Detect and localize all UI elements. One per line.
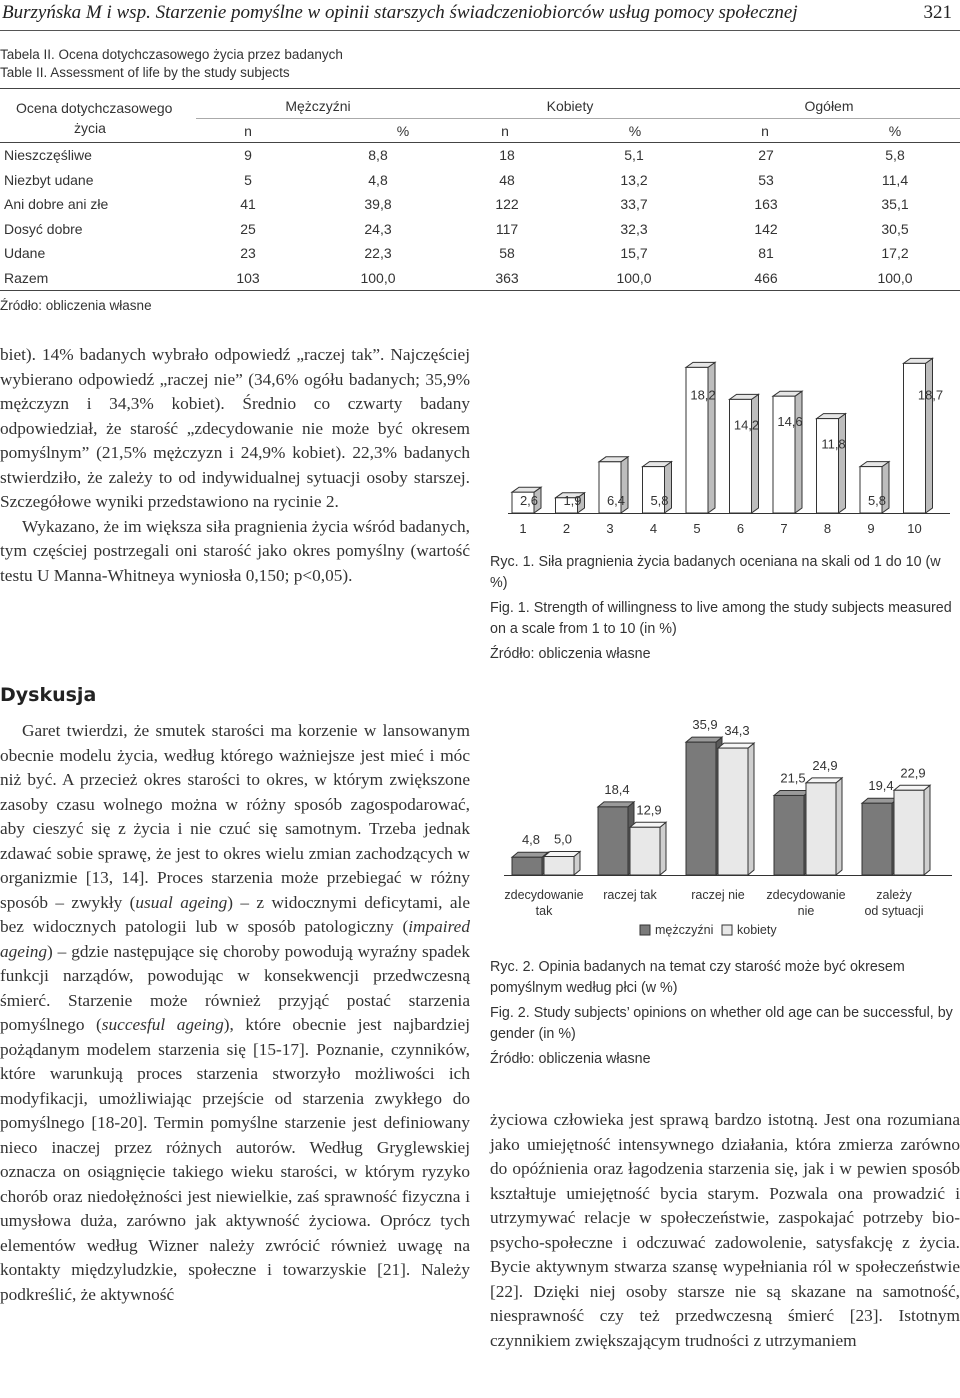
text-run: ), które obecnie jest najbardziej pożądanym modelem starzenia się [15-17]. Poznanie, czynników, które warunkują proces starzenia stworzyło możliwości ich modyfikacji, umożliwiając przejście od starzenia zwykłego do pomyślnego [18-20]. Termin pomyślne starzenie jest definiowany nieco inaczej przez różnych autorów. Według Gryglewskiej oznacza on osiągnięcie takiego wieku starości, w którym ryzyko chorób oraz niedołężności jest niewielkie, zaś sprawność fizyczna i umysłowa duża, zarówno jak aktywność życiowa. Oprócz tych elementów według Wizner należy zwrócić również uwagę na kontakty międzyludzkie, społeczne i towarzyskie [21]. Należy podkreślić, że aktywność <box>0 1015 471 1304</box>
tick-label: 9 <box>867 521 875 536</box>
paragraph: Wykazano, że im większa siła pragnienia życia wśród badanych, tym częściej postrzegali oni starość jako okres pomyślny (wartość testu U Manna-Whitneya wyniosła 0,150; p<0,05). <box>0 516 470 585</box>
table-cell: 11,4 <box>881 172 909 188</box>
text-run: ) – z widocznymi deficytami, ale bez widocznych patologii lub w sposób patologiczny ( <box>0 892 470 936</box>
data-label: 5,8 <box>867 493 887 508</box>
tick-label: 4 <box>649 521 658 536</box>
tick-label: zależy <box>876 888 912 902</box>
tick-label: 5 <box>693 521 701 536</box>
table-cell: 100,0 <box>616 270 652 286</box>
row-label: Ani dobre ani złe <box>4 196 109 212</box>
italic-term: succesful ageing <box>101 1015 224 1034</box>
table-cell: 117 <box>495 221 519 237</box>
figure-2-caption <box>490 957 960 1070</box>
table-cell: 23 <box>240 245 256 261</box>
bar-men <box>598 807 628 875</box>
data-label: 21,5 <box>780 770 806 786</box>
row-label: Razem <box>4 270 49 286</box>
table-cell: 58 <box>499 245 515 261</box>
table-cell: 48 <box>499 172 515 188</box>
left-text-top <box>0 343 470 588</box>
table-cell: 17,2 <box>881 245 909 261</box>
paragraph: życiowa człowieka jest sprawą bardzo istotną. Jest ona rozumiana jako umiejętność intensywnego działania, która zmierza zarówno do opóźnienia oraz łagodzenia starzenia się, jak i w pewien sposób kształtuje umiejętność bycia starym. Pozwala ona prowadzić i utrzymywać relacje w społeczeństwie, zaspokajać potrzeby bio-psycho-społeczne i odczuwać zadowolenie, satysfakcję z życia. Bycie aktywnym stwarza szansę wypełniania ról w społeczeństwie [22]. Dzięki niej osoby starsze nie są skazane na samotność, niesprawność czy też przedwczesną śmierć [23]. Istotnym czynnikiem zwiększającym trudności z utrzymaniem <box>490 1110 960 1350</box>
table-cell: 103 <box>236 270 260 286</box>
bar-men <box>686 742 716 875</box>
table-cell: 53 <box>758 172 774 188</box>
group-men: Mężczyźni <box>285 98 351 114</box>
table-top-rule <box>0 88 960 89</box>
figure-2-bar-chart <box>490 695 960 950</box>
table-cell: 22,3 <box>364 245 392 261</box>
right-text <box>490 1108 960 1353</box>
figure-1-bar-chart <box>490 335 960 545</box>
figure-2-source: Źródło: obliczenia własne <box>490 1051 651 1067</box>
section-heading-discussion: Dyskusja <box>0 684 97 706</box>
tick-label: 6 <box>736 521 745 536</box>
sub-n-total: n <box>761 123 769 139</box>
bar-women-top <box>544 852 580 857</box>
table-cell: 5 <box>244 172 252 188</box>
data-label: 22,9 <box>900 765 926 781</box>
bar-men-top <box>598 802 634 807</box>
bar-men-top <box>774 790 810 795</box>
data-label: 12,9 <box>636 802 662 818</box>
tick-label: zdecydowanie <box>766 888 846 902</box>
table-cell: 363 <box>495 270 519 286</box>
bar-women-side <box>836 778 842 875</box>
sub-pct-total: % <box>888 123 902 139</box>
table-cell: 4,8 <box>368 172 388 188</box>
text-run: ) – gdzie następujące się choroby powodują wyraźny spadek funkcji narządów, powodując w konsekwencji przedwczesną śmierć. Starzenie może również przyjąć postać starzenia pomyślnego ( <box>0 941 470 1034</box>
header-bottom-rule <box>0 142 960 143</box>
running-title: Burzyńska M i wsp. Starzenie pomyślne w opinii starszych świadczeniobiorców usług pomocy społecznej <box>2 2 798 23</box>
table-cell: 27 <box>758 147 774 163</box>
tick-label: 3 <box>606 521 614 536</box>
table-cell: 163 <box>754 196 778 212</box>
left-text-discussion <box>0 719 470 1307</box>
data-label: 18,2 <box>690 387 716 403</box>
row-label: Niezbyt udane <box>4 172 94 188</box>
tick-label: 7 <box>780 521 788 536</box>
table-caption-pl: Tabela II. Ocena dotychczasowego życia przez badanych <box>0 47 343 62</box>
italic-term: impaired ageing <box>0 917 470 961</box>
bar-men <box>774 795 804 875</box>
tick-label: 8 <box>823 521 832 536</box>
bar <box>817 419 839 513</box>
figure-1-caption-en: Fig. 1. Strength of willingness to live among the study subjects measured on a scale from 1 to 10 (in %) <box>490 600 952 637</box>
table-cell: 25 <box>240 221 256 237</box>
data-label: 34,3 <box>724 723 750 739</box>
bar-women <box>718 748 748 875</box>
tick-label: 2 <box>562 521 571 536</box>
table-cell: 32,3 <box>620 221 648 237</box>
data-label: 6,4 <box>606 493 626 508</box>
sub-pct-women: % <box>628 123 642 139</box>
table-cell: 81 <box>758 245 774 261</box>
bar-women <box>630 827 660 875</box>
table-cell: 15,7 <box>620 245 648 261</box>
data-label: 35,9 <box>692 717 718 733</box>
data-label: 19,4 <box>868 778 894 794</box>
table-cell: 142 <box>754 221 778 237</box>
table-cell: 122 <box>495 196 519 212</box>
table-cell: 35,1 <box>881 196 909 212</box>
row-label: Dosyć dobre <box>4 221 83 237</box>
table-cell: 100,0 <box>360 270 396 286</box>
table-bottom-rule <box>0 290 960 291</box>
table-cell: 466 <box>754 270 778 286</box>
legend-swatch-women <box>722 925 732 935</box>
text-run: Garet twierdzi, że smutek starości ma korzenie w lansowanym obecnie modelu życia, według którego ważniejsze jest mieć i móc niż być. A przecież okres starości to okres, w którym zwiększone zasoby czasu wolnego można w różny sposób zagospodarować, aby cieszyć się z życia i nie czuć się samotnym. Trzeba jednak zdawać sobie sprawę, że jest to okres wielu zmian zachodzących w organizmie [13, 14]. Proces starzenia może przebiegać w różny sposób – zwykły ( <box>0 721 470 912</box>
data-label: 14,6 <box>777 414 803 430</box>
data-label: 14,2 <box>733 417 760 433</box>
bar-women-side <box>660 822 666 875</box>
group-total: Ogółem <box>804 98 854 114</box>
data-label: 5,8 <box>650 493 669 508</box>
table-cell: 9 <box>244 147 252 163</box>
figure-1-caption <box>490 552 960 665</box>
table-cell: 39,8 <box>364 196 392 212</box>
data-label: 4,8 <box>521 832 541 848</box>
tick-label: 10 <box>907 521 922 536</box>
figure-2-caption-en: Fig. 2. Study subjects’ opinions on whether old age can be successful, by gender (in %) <box>490 1005 953 1042</box>
table-cell: 41 <box>240 196 256 212</box>
bar-women <box>544 857 574 876</box>
bar-men-top <box>862 798 898 803</box>
row-header-line2: życia <box>74 120 106 136</box>
data-label: 11,8 <box>821 436 846 452</box>
bar-men-top <box>686 737 722 742</box>
table-cell: 5,1 <box>624 147 644 163</box>
bar-side <box>839 414 846 513</box>
data-label: 1,9 <box>563 493 582 508</box>
table-cell: 30,5 <box>881 221 909 237</box>
table-cell: 5,8 <box>885 147 905 163</box>
table-cell: 18 <box>499 147 515 163</box>
data-label: 5,0 <box>553 831 573 847</box>
table-caption-en: Table II. Assessment of life by the study subjects <box>0 65 290 80</box>
bar-side <box>795 391 802 513</box>
bar-men <box>512 857 542 875</box>
bar-side <box>752 394 759 513</box>
tick-label: nie <box>797 904 815 918</box>
figure-2-caption-pl: Ryc. 2. Opinia badanych na temat czy starość może być okresem pomyślnym według płci (w %) <box>490 959 905 996</box>
page-number: 321 <box>923 2 952 23</box>
table-source: Źródło: obliczenia własne <box>0 298 152 313</box>
legend-label-men: mężczyźni <box>655 923 714 937</box>
bar-women <box>806 783 836 875</box>
bar-women-side <box>748 743 754 875</box>
bar-women-top <box>630 822 666 827</box>
sub-n-women: n <box>501 123 509 139</box>
table-cell: 100,0 <box>877 270 913 286</box>
group-women: Kobiety <box>546 98 594 114</box>
table-cell: 24,3 <box>364 221 392 237</box>
group-rule <box>196 118 960 119</box>
bar-women-side <box>924 785 930 875</box>
table-life-assessment <box>0 88 960 318</box>
data-label: 18,4 <box>604 781 630 797</box>
paragraph: biet). 14% badanych wybrało odpowiedź „raczej tak”. Najczęściej wybierano odpowiedź „raczej nie” (34,6% ogółu badanych; 35,9% mężczyzn i 34,3% kobiet). Średnio co czwarty badany odpowiedział, że starość „zdecydowanie nie może być okresem pomyślnym” (21,5% mężczyzn i 24,9% kobiet). 22,3% badanych stwierdziło, że zależy to od indywidualnej sytuacji osoby starszej. Szczegółowe wyniki przedstawiono na rycinie 2. <box>0 345 470 511</box>
table-cell: 13,2 <box>620 172 648 188</box>
header-rule <box>0 30 960 31</box>
bar-side <box>708 362 715 513</box>
data-label: 18,7 <box>917 387 944 403</box>
bar-women-top <box>718 743 754 748</box>
running-header <box>0 0 960 28</box>
tick-label: raczej tak <box>603 888 657 902</box>
row-header-line1: Ocena dotychczasowego <box>16 100 173 116</box>
tick-label: raczej nie <box>691 888 745 902</box>
bar <box>904 363 926 513</box>
sub-pct-men: % <box>396 123 410 139</box>
figure-1-caption-pl: Ryc. 1. Siła pragnienia życia badanych oceniana na skali od 1 do 10 (w %) <box>490 554 941 591</box>
bar-women-top <box>806 778 842 783</box>
bar-men <box>862 803 892 875</box>
sub-n-men: n <box>244 123 252 139</box>
legend-label-women: kobiety <box>737 923 777 937</box>
bar-side <box>926 358 933 513</box>
paragraph <box>0 719 470 1307</box>
table-cell: 8,8 <box>368 147 388 163</box>
tick-label: zdecydowanie <box>504 888 584 902</box>
italic-term: usual ageing <box>135 892 228 912</box>
tick-label: tak <box>535 904 553 918</box>
figure-1-source: Źródło: obliczenia własne <box>490 646 651 662</box>
bar-men-top <box>512 852 548 857</box>
data-label: 2,6 <box>519 493 539 508</box>
legend-swatch-men <box>640 925 650 935</box>
row-label: Nieszczęśliwe <box>4 147 92 163</box>
data-label: 24,9 <box>812 757 838 773</box>
tick-label: 1 <box>519 521 527 536</box>
row-label: Udane <box>4 245 46 261</box>
bar-women <box>894 790 924 875</box>
tick-label: od sytuacji <box>864 904 924 918</box>
bar-women-top <box>894 785 930 790</box>
table-cell: 33,7 <box>620 196 648 212</box>
